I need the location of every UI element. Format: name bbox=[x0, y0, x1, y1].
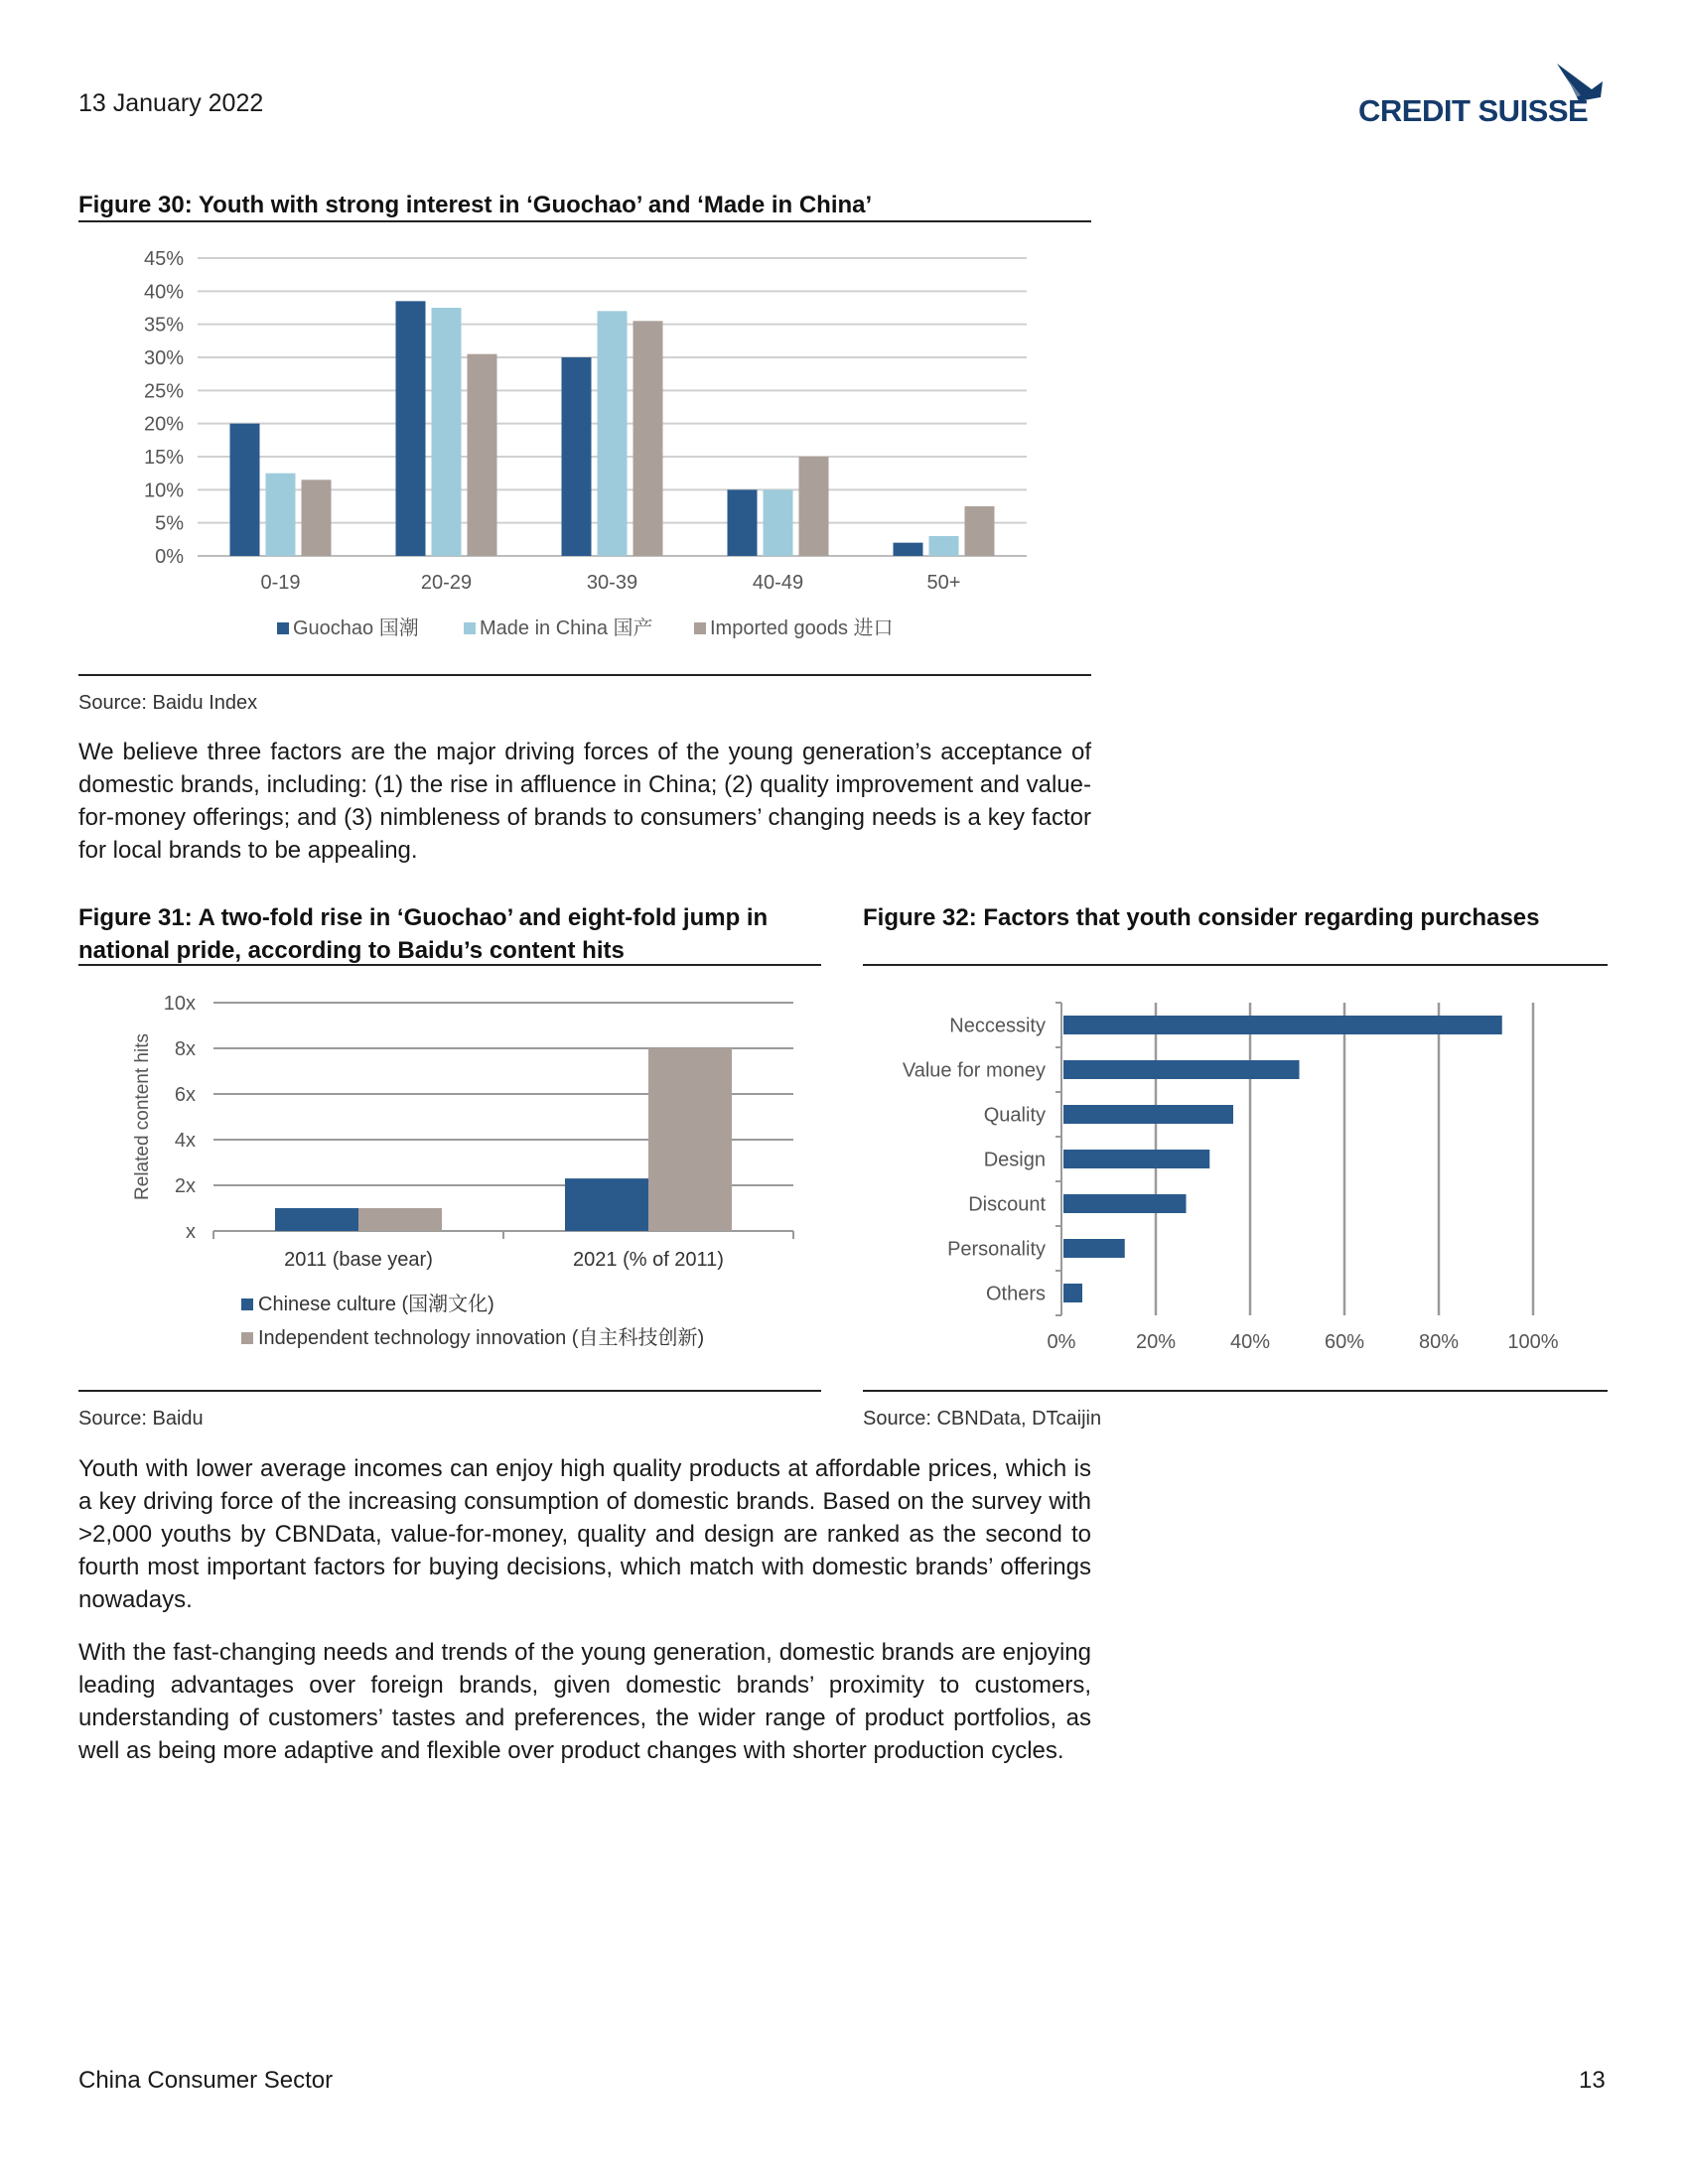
x-tick-label: 20-29 bbox=[420, 572, 473, 594]
y-tick-label: Discount bbox=[968, 1193, 1046, 1216]
figure-31-title-line-2: national pride, according to Baidu’s content hits bbox=[78, 937, 625, 964]
figure-30-chart bbox=[78, 228, 1091, 665]
legend-label: Made in China 国产 bbox=[480, 617, 653, 639]
x-tick-label: 80% bbox=[1418, 1331, 1460, 1353]
figure-32-source: Source: CBNData, DTcaijin bbox=[863, 1408, 1102, 1430]
y-tick-label: x bbox=[186, 1221, 196, 1243]
bar bbox=[764, 489, 793, 556]
figure-31-source: Source: Baidu bbox=[78, 1408, 204, 1430]
figure-32-top-rule bbox=[863, 964, 1608, 966]
figure-30-bottom-rule bbox=[78, 674, 1091, 676]
bar bbox=[1063, 1284, 1082, 1302]
bar bbox=[468, 354, 497, 556]
figure-30-title: Figure 30: Youth with strong interest in ‘Guochao’ and ‘Made in China’ bbox=[78, 192, 873, 218]
bar bbox=[275, 1208, 358, 1231]
bar bbox=[266, 474, 296, 556]
legend-swatch bbox=[464, 622, 476, 634]
bar bbox=[728, 489, 758, 556]
paragraph-3: With the fast-changing needs and trends of the young generation, domestic brands are enjoying leading advantages over foreign brands, given domestic brands’ proximity to customers, understanding of customers’ tastes and preferences, the wider range of product portfolios, as well as being more adaptive and flexible over product changes with shorter production cycles. bbox=[78, 1639, 1091, 1764]
y-tick-label: 40% bbox=[143, 281, 184, 304]
y-tick-label: 4x bbox=[174, 1130, 196, 1152]
x-tick-label: 30-39 bbox=[586, 572, 638, 594]
y-tick-label: 30% bbox=[143, 347, 184, 369]
paragraph-1: We believe three factors are the major driving forces of the young generation’s acceptance of domestic brands, including: (1) the rise in affluence in China; (2) quality improvement and value-for-money offerings; and (3) nimbleness of brands to consumers’ changing needs is a key factor for local brands to be appealing. bbox=[78, 739, 1091, 864]
bar bbox=[1063, 1060, 1300, 1079]
x-tick-label: 60% bbox=[1324, 1331, 1365, 1353]
y-tick-label: 10x bbox=[163, 993, 196, 1015]
bar bbox=[358, 1208, 442, 1231]
paragraph-2: Youth with lower average incomes can enjoy high quality products at affordable prices, which is a key driving force of the increasing consumption of domestic brands. Based on the survey with >2,000 youths by CBNData, value-for-money, quality and design are ranked as the second to fourth most important factors for buying decisions, which match with domestic brands’ offerings nowadays. bbox=[78, 1455, 1091, 1613]
y-tick-label: Neccessity bbox=[949, 1015, 1046, 1037]
bar bbox=[432, 308, 462, 556]
bar bbox=[565, 1178, 648, 1231]
footer-report-name: China Consumer Sector bbox=[78, 2067, 334, 2094]
figure-31-title-line-1: Figure 31: A two-fold rise in ‘Guochao’ and eight-fold jump in bbox=[78, 904, 769, 931]
y-axis-label: Related content hits bbox=[132, 1033, 153, 1200]
figure-30-top-rule bbox=[78, 220, 1091, 222]
x-tick-label: 40-49 bbox=[752, 572, 804, 594]
x-tick-label: 2021 (% of 2011) bbox=[573, 1249, 724, 1271]
y-tick-label: Quality bbox=[983, 1104, 1046, 1127]
bar bbox=[1063, 1150, 1209, 1168]
legend-swatch bbox=[694, 622, 706, 634]
y-tick-label: 8x bbox=[174, 1038, 196, 1060]
x-tick-label: 40% bbox=[1229, 1331, 1271, 1353]
credit-suisse-logo bbox=[1358, 62, 1613, 131]
y-tick-label: Design bbox=[983, 1149, 1046, 1171]
bar bbox=[965, 506, 995, 556]
figure-32-title: Figure 32: Factors that youth consider regarding purchases bbox=[863, 904, 1540, 931]
bar bbox=[562, 357, 592, 556]
figure-31-bottom-rule bbox=[78, 1390, 821, 1392]
y-tick-label: 5% bbox=[155, 512, 184, 535]
y-tick-label: 35% bbox=[143, 314, 184, 337]
y-tick-label: Others bbox=[985, 1283, 1046, 1305]
figure-31-chart bbox=[78, 973, 821, 1380]
svg-text:CREDIT SUISSE: CREDIT SUISSE bbox=[1358, 93, 1589, 128]
legend-label: Independent technology innovation (自主科技创新) bbox=[258, 1327, 705, 1349]
bar bbox=[799, 457, 829, 556]
x-tick-label: 2011 (base year) bbox=[284, 1249, 433, 1271]
legend-label: Chinese culture (国潮文化) bbox=[258, 1294, 494, 1315]
bar bbox=[396, 301, 426, 556]
bar bbox=[633, 321, 663, 556]
bar bbox=[1063, 1016, 1502, 1034]
figure-31-title bbox=[78, 901, 833, 967]
bar bbox=[1063, 1239, 1125, 1258]
x-tick-label: 0-19 bbox=[260, 572, 301, 594]
y-tick-label: 20% bbox=[143, 413, 184, 436]
y-tick-label: 45% bbox=[143, 248, 184, 270]
y-tick-label: 6x bbox=[174, 1084, 196, 1106]
bar bbox=[929, 536, 959, 556]
y-tick-label: 10% bbox=[143, 479, 184, 502]
figure-30-source: Source: Baidu Index bbox=[78, 692, 258, 714]
bar bbox=[1063, 1194, 1187, 1213]
legend-swatch bbox=[277, 622, 289, 634]
bar bbox=[230, 424, 260, 556]
figure-31-top-rule bbox=[78, 964, 821, 966]
x-tick-label: 0% bbox=[1047, 1331, 1076, 1353]
bar bbox=[598, 311, 628, 556]
legend-label: Guochao 国潮 bbox=[293, 617, 419, 639]
figure-32-bottom-rule bbox=[863, 1390, 1608, 1392]
bar bbox=[302, 479, 332, 556]
footer-page-number: 13 bbox=[1579, 2067, 1606, 2094]
x-tick-label: 100% bbox=[1507, 1331, 1559, 1353]
y-tick-label: 15% bbox=[143, 447, 184, 469]
x-tick-label: 20% bbox=[1135, 1331, 1177, 1353]
legend-swatch bbox=[241, 1332, 253, 1344]
y-tick-label: 25% bbox=[143, 380, 184, 403]
bar bbox=[1063, 1105, 1233, 1124]
bar bbox=[894, 543, 923, 556]
y-tick-label: Personality bbox=[947, 1238, 1046, 1261]
y-tick-label: 2x bbox=[174, 1175, 196, 1197]
y-tick-label: 0% bbox=[155, 546, 184, 568]
y-tick-label: Value for money bbox=[902, 1059, 1046, 1082]
legend-label: Imported goods 进口 bbox=[710, 617, 894, 639]
report-date: 13 January 2022 bbox=[78, 89, 264, 117]
legend-swatch bbox=[241, 1298, 253, 1310]
figure-32-chart bbox=[863, 973, 1608, 1380]
bar bbox=[648, 1048, 732, 1231]
x-tick-label: 50+ bbox=[926, 572, 961, 594]
